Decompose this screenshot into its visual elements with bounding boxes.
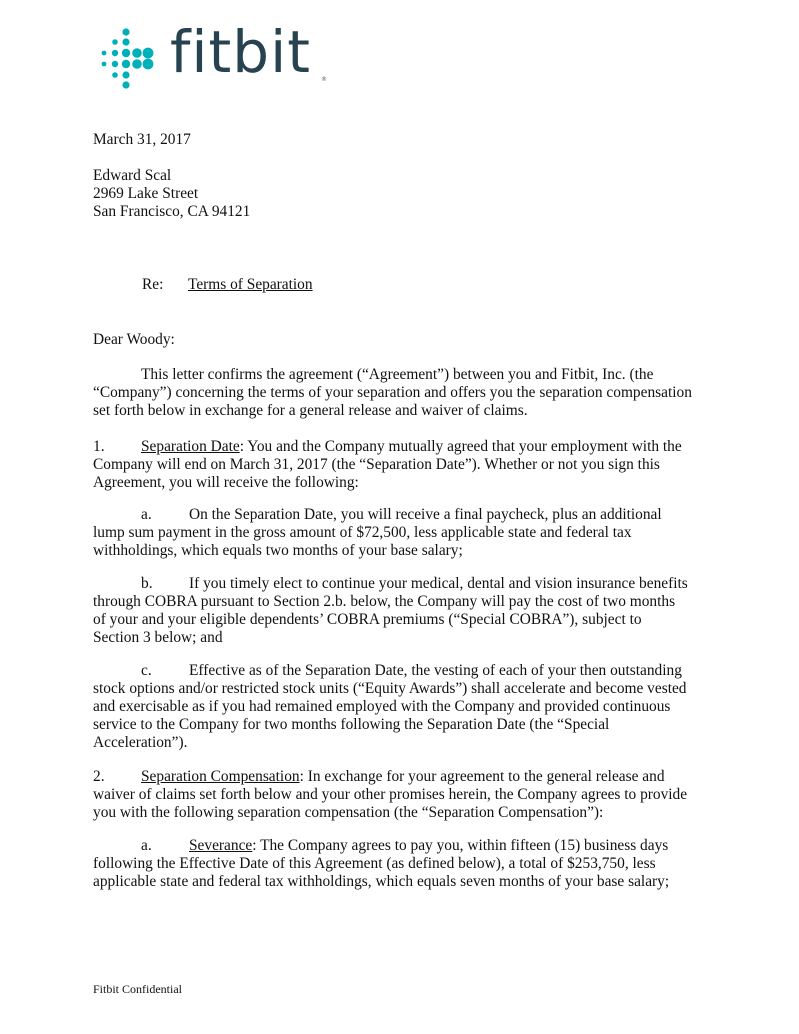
- paragraph-line: “Company”) concerning the terms of your separation and offers you the separation compensation: [93, 384, 692, 401]
- paragraph-line: set forth below in exchange for a general release and waiver of claims.: [93, 402, 528, 419]
- item-label: a.: [141, 837, 152, 854]
- paragraph-line: of your and your eligible dependents’ COBRA premiums (“Special COBRA”), subject to: [93, 611, 642, 628]
- item-heading: Severance: [189, 837, 253, 854]
- section-2: [93, 768, 713, 822]
- paragraph-line: Section 3 below; and: [93, 629, 223, 646]
- paragraph-line: through COBRA pursuant to Section 2.b. below, the Company will pay the cost of two months: [93, 593, 676, 610]
- paragraph-line: Acceleration”).: [93, 734, 188, 751]
- address-line: Edward Scal: [93, 167, 172, 184]
- paragraph-line: 2. Separation Compensation: In exchange for your agreement to the general release and: [93, 768, 665, 785]
- item-1c: [93, 662, 713, 752]
- paragraph-line: Agreement, you will receive the following:: [93, 474, 359, 491]
- section-number: 1.: [93, 438, 105, 455]
- section-heading: Separation Date: [141, 438, 240, 455]
- salutation: Dear Woody:: [93, 331, 175, 348]
- section-heading: Separation Compensation: [141, 768, 300, 785]
- section-1: [93, 438, 713, 492]
- fitbit-dots-icon: [92, 26, 162, 90]
- item-label: b.: [141, 575, 153, 592]
- re-subject: Terms of Separation: [188, 276, 313, 293]
- paragraph-line: and exercisable as if you had remained employed with the Company and provided continuous: [93, 698, 671, 715]
- item-1b: [93, 575, 713, 647]
- logo-registered-mark: ®: [321, 76, 327, 83]
- paragraph-line: Company will end on March 31, 2017 (the “Separation Date”). Whether or not you sign this: [93, 456, 660, 473]
- paragraph-line: 1. Separation Date: You and the Company mutually agreed that your employment with the: [93, 438, 682, 455]
- paragraph-line: a. On the Separation Date, you will receive a final paycheck, plus an additional: [141, 506, 662, 523]
- item-label: c.: [141, 662, 152, 679]
- fitbit-logo: [92, 18, 332, 90]
- footer-confidential: Fitbit Confidential: [93, 982, 182, 996]
- paragraph-line: stock options and/or restricted stock units (“Equity Awards”) shall accelerate and become vested: [93, 680, 687, 697]
- paragraph-line: b. If you timely elect to continue your medical, dental and vision insurance benefits: [141, 575, 688, 592]
- item-1a: [93, 506, 713, 560]
- letter-date: March 31, 2017: [93, 131, 191, 148]
- paragraph-line: waiver of claims set forth below and your other promises herein, the Company agrees to provide: [93, 786, 688, 803]
- paragraph-line: a. Severance: The Company agrees to pay you, within fifteen (15) business days: [141, 837, 669, 854]
- logo-wordmark: fitbit: [170, 18, 311, 86]
- paragraph-line: This letter confirms the agreement (“Agreement”) between you and Fitbit, Inc. (the: [141, 366, 654, 383]
- paragraph-line: you with the following separation compensation (the “Separation Compensation”):: [93, 804, 604, 821]
- paragraph-line: withholdings, which equals two months of your base salary;: [93, 542, 463, 559]
- address-line: San Francisco, CA 94121: [93, 203, 251, 220]
- paragraph-line: c. Effective as of the Separation Date, the vesting of each of your then outstanding: [141, 662, 682, 679]
- address-line: 2969 Lake Street: [93, 185, 199, 202]
- re-label: Re:: [142, 276, 164, 293]
- paragraph-line: lump sum payment in the gross amount of $72,500, less applicable state and federal tax: [93, 524, 632, 541]
- item-label: a.: [141, 506, 152, 523]
- intro-paragraph: [93, 366, 713, 420]
- paragraph-line: service to the Company for two months following the Separation Date (the “Special: [93, 716, 610, 733]
- section-number: 2.: [93, 768, 105, 785]
- paragraph-line: following the Effective Date of this Agreement (as defined below), a total of $253,750, less: [93, 855, 656, 872]
- item-2a: [93, 837, 713, 891]
- paragraph-line: applicable state and federal tax withholdings, which equals seven months of your base salary;: [93, 873, 670, 890]
